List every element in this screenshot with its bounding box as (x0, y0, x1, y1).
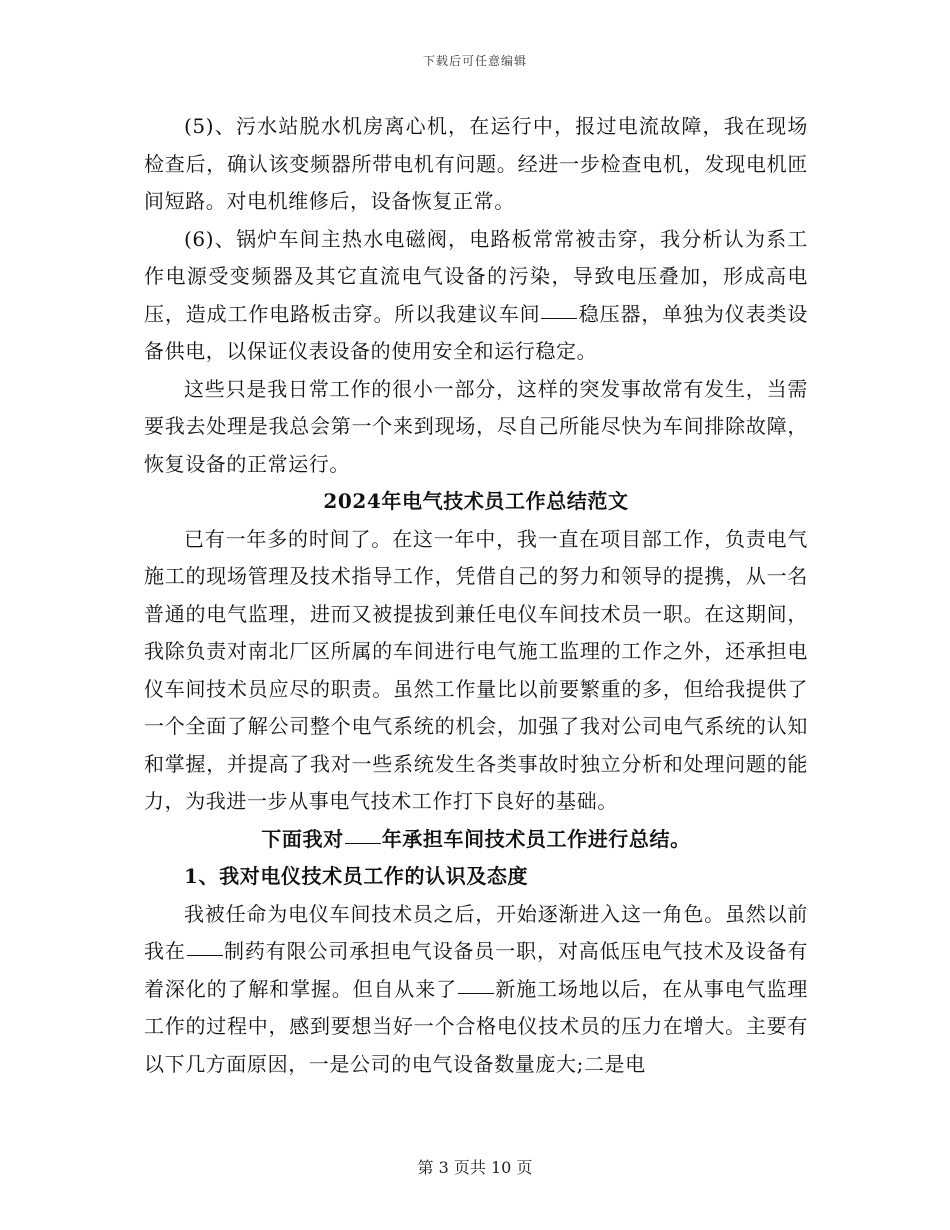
fill-in-blank (458, 992, 494, 994)
paragraph-daily-work: 这些只是我日常工作的很小一部分，这样的突发事故常有发生，当需要我去处理是我总会第一个来到现场，尽自己所能尽快为车间排除故障，恢复设备的正常运行。 (144, 376, 808, 476)
fill-in-blank (187, 954, 223, 956)
fill-in-blank (541, 317, 577, 319)
paragraph-text: (6)、锅炉车间主热水电磁阀，电路板常常被击穿，我分析认为系工作电源受变频器及其它直流电气设备的污染，导致电压叠加，形成高电压，造成工作电路板击穿。所以我建议车间 (144, 226, 808, 326)
fill-in-blank (345, 842, 381, 844)
paragraph-text: 制药有限公司承担电气设备员一职，对高低压电气技术及设备有着深化的了解和掌握。但自从来了 (144, 939, 808, 1001)
paragraph-text: 我被任命为电仪车间技术员之后，开始逐渐进入这一角色。虽然以前我在 (144, 901, 808, 963)
paragraph-text: 稳压器，单独为仪表类设备供电，以保证仪表设备的使用安全和运行稳定。 (144, 301, 808, 363)
document-body (144, 108, 808, 1083)
page-header-note: 下载后可任意编辑 (422, 54, 527, 68)
page-number-footer: 第 3 页共 10 页 (417, 1158, 533, 1177)
paragraph-role (144, 896, 808, 1084)
paragraph-item-6 (144, 221, 808, 371)
section-heading-1: 1、我对电仪技术员工作的认识及态度 (184, 864, 529, 888)
summary-heading (144, 821, 808, 859)
document-title: 2024年电气技术员工作总结范文 (323, 489, 629, 513)
heading-text: 下面我对 (261, 826, 344, 851)
paragraph-intro: 已有一年多的时间了。在这一年中，我一直在项目部工作，负责电气施工的现场管理及技术指导工作，凭借自己的努力和领导的提携，从一名普通的电气监理，进而又被提拔到兼任电仪车间技术员一职。在这期间，我除负责对南北厂区所属的车间进行电气施工监理的工作之外，还承担电仪车间技术员应尽的职责。虽然工作量比以前要繁重的多，但给我提供了一个全面了解公司整个电气系统的机会，加强了我对公司电气系统的认知和掌握，并提高了我对一些系统发生各类事故时独立分析和处理问题的能力，为我进一步从事电气技术工作打下良好的基础。 (144, 526, 808, 813)
paragraph-item-5: (5)、污水站脱水机房离心机，在运行中，报过电流故障，我在现场检查后，确认该变频器所带电机有问题。经进一步检查电机，发现电机匝间短路。对电机维修后，设备恢复正常。 (144, 114, 808, 213)
heading-text: 年承担车间技术员工作进行总结。 (381, 826, 691, 851)
paragraph-text: 新施工场地以后，在从事电气监理工作的过程中，感到要想当好一个合格电仪技术员的压力在增大。主要有以下几方面原因，一是公司的电气设备数量庞大;二是电 (144, 976, 808, 1076)
